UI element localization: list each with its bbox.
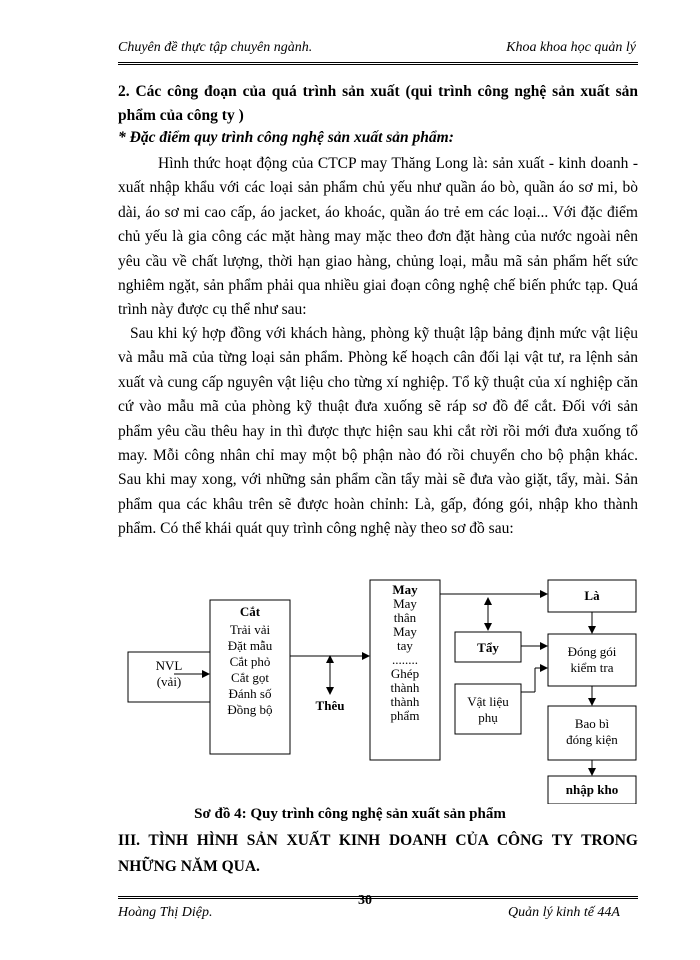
vat-lieu-phu-box [455, 684, 521, 734]
nvl-label: NVL [155, 658, 183, 673]
page-number: 30 [358, 893, 372, 908]
nhap-kho-label: nhập kho [565, 782, 619, 797]
dong-kien-label: đóng kiện [566, 732, 618, 747]
may-step: phẩm [390, 708, 420, 723]
paragraph-1: Hình thức hoạt động của CTCP may Thăng Long là: sản xuất - kinh doanh - xuất nhập khẩu với các loại sản phẩm chủ yếu như quần áo bò, quần áo sơ mi, bò dài, áo sơ mi cao cấp, áo jacket, áo khoác, quần áo trẻ em các loại... Với đặc điểm chủ yếu là gia công các mặt hàng may mặc theo đơn đặt hàng của nước ngoài nên yêu cầu về chất lượng, thời hạn giao hàng, chủng loại, mẫu mã sản phẩm hết sức nghiêm ngặt, sản phẩm phải qua nhiều giai đoạn công nghệ chế biến phức tạp. Quá trình này được cụ thể như sau: [118, 155, 638, 319]
production-flow-diagram [118, 572, 640, 804]
cat-title: Cắt [239, 604, 261, 619]
cat-step: Trải vải [229, 622, 271, 637]
header-left-text: Chuyên đề thực tập chuyên ngành. [118, 40, 313, 55]
may-step: ........ [392, 652, 418, 667]
section-3-heading: III. TÌNH HÌNH SẢN XUẤT KINH DOANH CỦA CÔNG TY TRONG NHỮNG NĂM QUA. [118, 832, 638, 875]
may-title: May [392, 582, 418, 597]
header-right-text: Khoa khoa học quản lý [506, 40, 636, 55]
kiem-tra-label: kiểm tra [570, 660, 614, 675]
may-step: May [393, 624, 417, 639]
footer-class: Quản lý kinh tế 44A [508, 905, 620, 920]
paragraph-2: Sau khi ký hợp đồng với khách hàng, phòng kỹ thuật lập bảng định mức vật liệu và mẫu mã của từng loại sản phẩm. Phòng kế hoạch cân đối lại vật tư, ra lệnh sản xuất và cung cấp nguyên vật liệu cho từng xí nghiệp. Tổ kỹ thuật của xí nghiệp căn cứ vào mẫu mã của phòng kỹ thuật đưa xuống sẽ ráp sơ đồ để cắt. Đối với sản phẩm yêu cầu thêu hay in thì được thực hiện sau khi cắt rời rồi mới đưa xuống tổ may. Mỗi công nhân chỉ may một bộ phận nào đó rồi chuyển cho bộ phận khác. Sau khi may xong, với những sản phẩm cần tẩy mài sẽ đưa vào giặt, tẩy, mài. Sản phẩm qua các khâu trên sẽ được hoàn chỉnh: Là, gấp, đóng gói, nhập kho thành phẩm. Có thể khái quát quy trình công nghệ này theo sơ đồ sau: [118, 325, 638, 538]
la-label: Là [584, 588, 600, 603]
may-step: Ghép [390, 666, 420, 681]
page-header [118, 36, 638, 65]
cat-step: Cắt gọt [231, 670, 269, 685]
may-step: thân [393, 610, 417, 625]
may-step: thành [390, 694, 420, 709]
page-footer [118, 893, 638, 925]
vat-lieu-label: Vật liệu [467, 694, 509, 709]
section-2-subtitle: * Đặc điểm quy trình công nghệ sản xuất sản phẩm: [118, 129, 454, 146]
theu-label: Thêu [315, 698, 345, 713]
cat-step: Đánh số [228, 686, 272, 701]
bao-bi-label: Bao bì [574, 716, 610, 731]
may-step: tay [397, 638, 413, 653]
vat-lieu-sub-label: phụ [478, 710, 498, 725]
section-2-title: 2. Các công đoạn của quá trình sản xuất (qui trình công nghệ sản xuất sản phẩm của công ty ) [118, 83, 638, 124]
may-step: thành [390, 680, 420, 695]
tay-label: Tẩy [477, 640, 499, 655]
diagram-caption: Sơ đồ 4: Quy trình công nghệ sản xuất sản phẩm [194, 806, 506, 822]
footer-author: Hoàng Thị Diệp. [118, 905, 213, 920]
may-step: May [393, 596, 417, 611]
nvl-sub-label: (vải) [156, 674, 182, 689]
cat-step: Cắt phỏ [229, 654, 271, 669]
dong-goi-label: Đóng gói [567, 644, 617, 659]
cat-step: Đặt mẫu [227, 638, 273, 653]
cat-step: Đồng bộ [227, 702, 273, 717]
